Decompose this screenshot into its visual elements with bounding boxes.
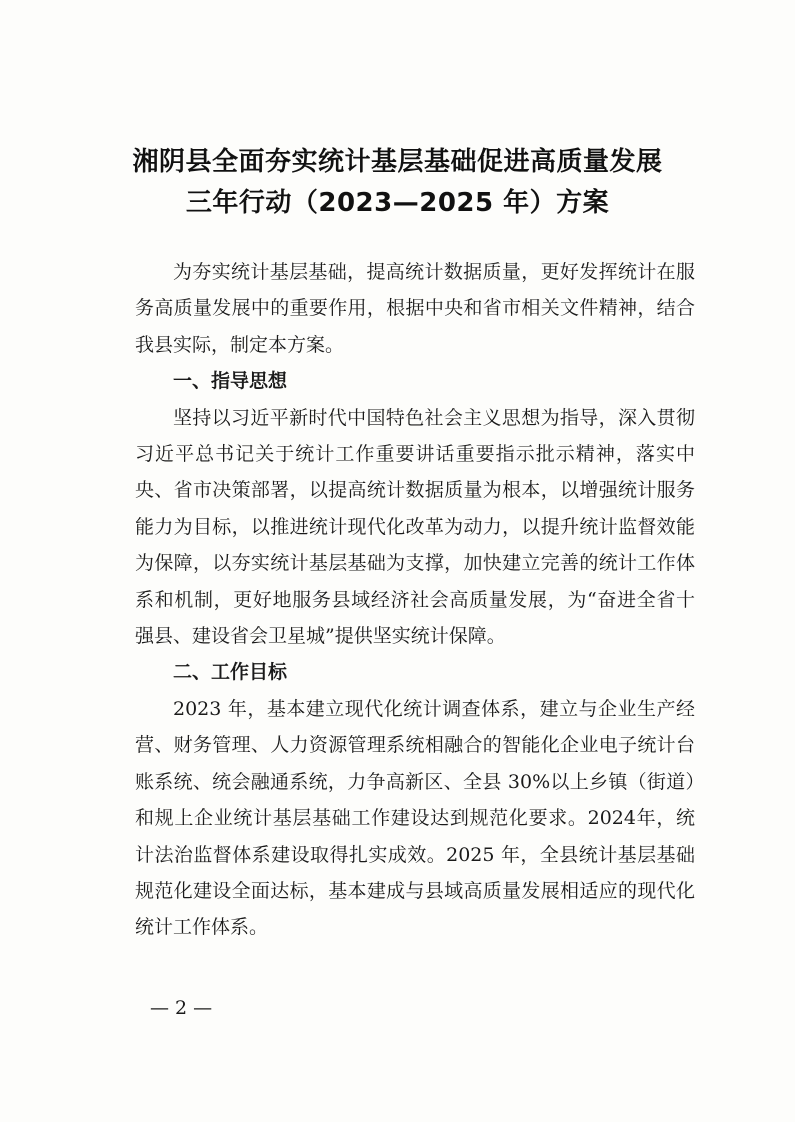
section-2-heading: 二、工作目标 (173, 661, 288, 684)
page-number: — 2 — (150, 997, 213, 1019)
document-body (135, 254, 695, 946)
intro-paragraph: 为夯实统计基层基础，提高统计数据质量，更好发挥统计在服务高质量发展中的重要作用，根据中央和省市相关文件精神，结合我县实际，制定本方案。 (135, 261, 695, 356)
section-2-paragraph: 2023 年，基本建立现代化统计调查体系，建立与企业生产经营、财务管理、人力资源管理系统相融合的智能化企业电子统计台账系统、统会融通系统，力争高新区、全县 30%以上乡镇（街道）和规上企业统计基层基础工作建设达到规范化要求。2024年，统计法治监督体系建设取得扎实成效。2025 年，全县统计基层基础规范化建设全面达标，基本建成与县域高质量发展相适应的现代化统计工作体系。 (135, 697, 695, 939)
section-1-paragraph: 坚持以习近平新时代中国特色社会主义思想为指导，深入贯彻习近平总书记关于统计工作重要讲话重要指示批示精神，落实中央、省市决策部署，以提高统计数据质量为根本，以增强统计服务能力为目标，以推进统计现代化改革为动力，以提升统计监督效能为保障，以夯实统计基层基础为支撑，加快建立完善的统计工作体系和机制，更好地服务县域经济社会高质量发展，为“奋进全省十强县、建设省会卫星城”提供坚实统计保障。 (135, 406, 695, 648)
section-1-heading: 一、指导思想 (173, 370, 288, 393)
title-line-2: 三年行动（2023—2025 年）方案 (185, 188, 610, 218)
title-line-1: 湘阴县全面夯实统计基层基础促进高质量发展 (132, 147, 663, 177)
document-title (0, 142, 795, 224)
